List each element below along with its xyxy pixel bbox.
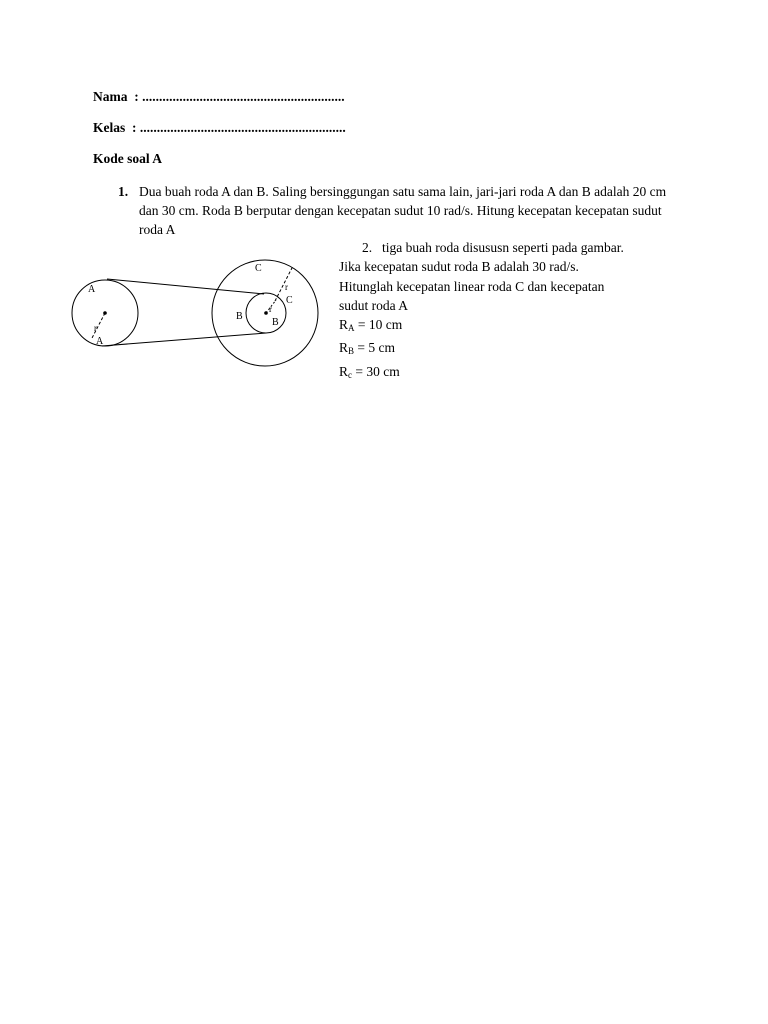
question-2: [339, 238, 679, 385]
label-a-top: A: [88, 284, 96, 295]
name-label: Nama: [93, 89, 128, 104]
wheels-figure: [70, 256, 340, 376]
question-2-line: Hitunglah kecepatan linear roda C dan kecepatan: [339, 278, 605, 294]
name-field: : ............................................................: [134, 89, 345, 104]
question-2-first-line: [339, 238, 679, 257]
given-ra: $R_A = 10$ cm: [339, 317, 403, 334]
label-r-a: r: [94, 323, 97, 333]
name-line: [93, 89, 345, 105]
label-c-side: C: [286, 295, 293, 306]
question-2-line: sudut roda A: [339, 297, 408, 313]
question-1-number: 1.: [118, 184, 129, 199]
class-line: [93, 120, 346, 136]
label-b-bottom: B: [272, 317, 279, 328]
label-a-bottom: A: [96, 336, 104, 347]
label-b-left: B: [236, 311, 243, 322]
question-2-intro: tiga buah roda disususn seperti pada gambar.: [382, 240, 624, 255]
given-rc: $R_c = 30$ cm: [339, 363, 400, 380]
belt-bottom: [102, 333, 266, 346]
code-label: Kode soal A: [93, 151, 163, 166]
question-2-line: Jika kecepatan sudut roda B adalah 30 rad/s.: [339, 259, 579, 275]
question-1: [118, 182, 678, 239]
class-field: : .............................................................: [132, 120, 346, 135]
label-r-c: r: [285, 282, 288, 292]
label-c-top: C: [255, 263, 262, 274]
label-r-b: r: [269, 304, 272, 314]
given-rb: $R_B = 5$ cm: [339, 340, 396, 357]
question-1-text: Dua buah roda A dan B. Saling bersinggungan satu sama lain, jari-jari roda A dan B adalah 20 cm dan 30 cm. Roda B berputar dengan kecepatan sudut 10 rad/s. Hitung kecepatan kecepatan sudut roda A: [139, 184, 667, 237]
question-2-number: 2.: [362, 240, 373, 255]
class-label: Kelas: [93, 120, 126, 135]
